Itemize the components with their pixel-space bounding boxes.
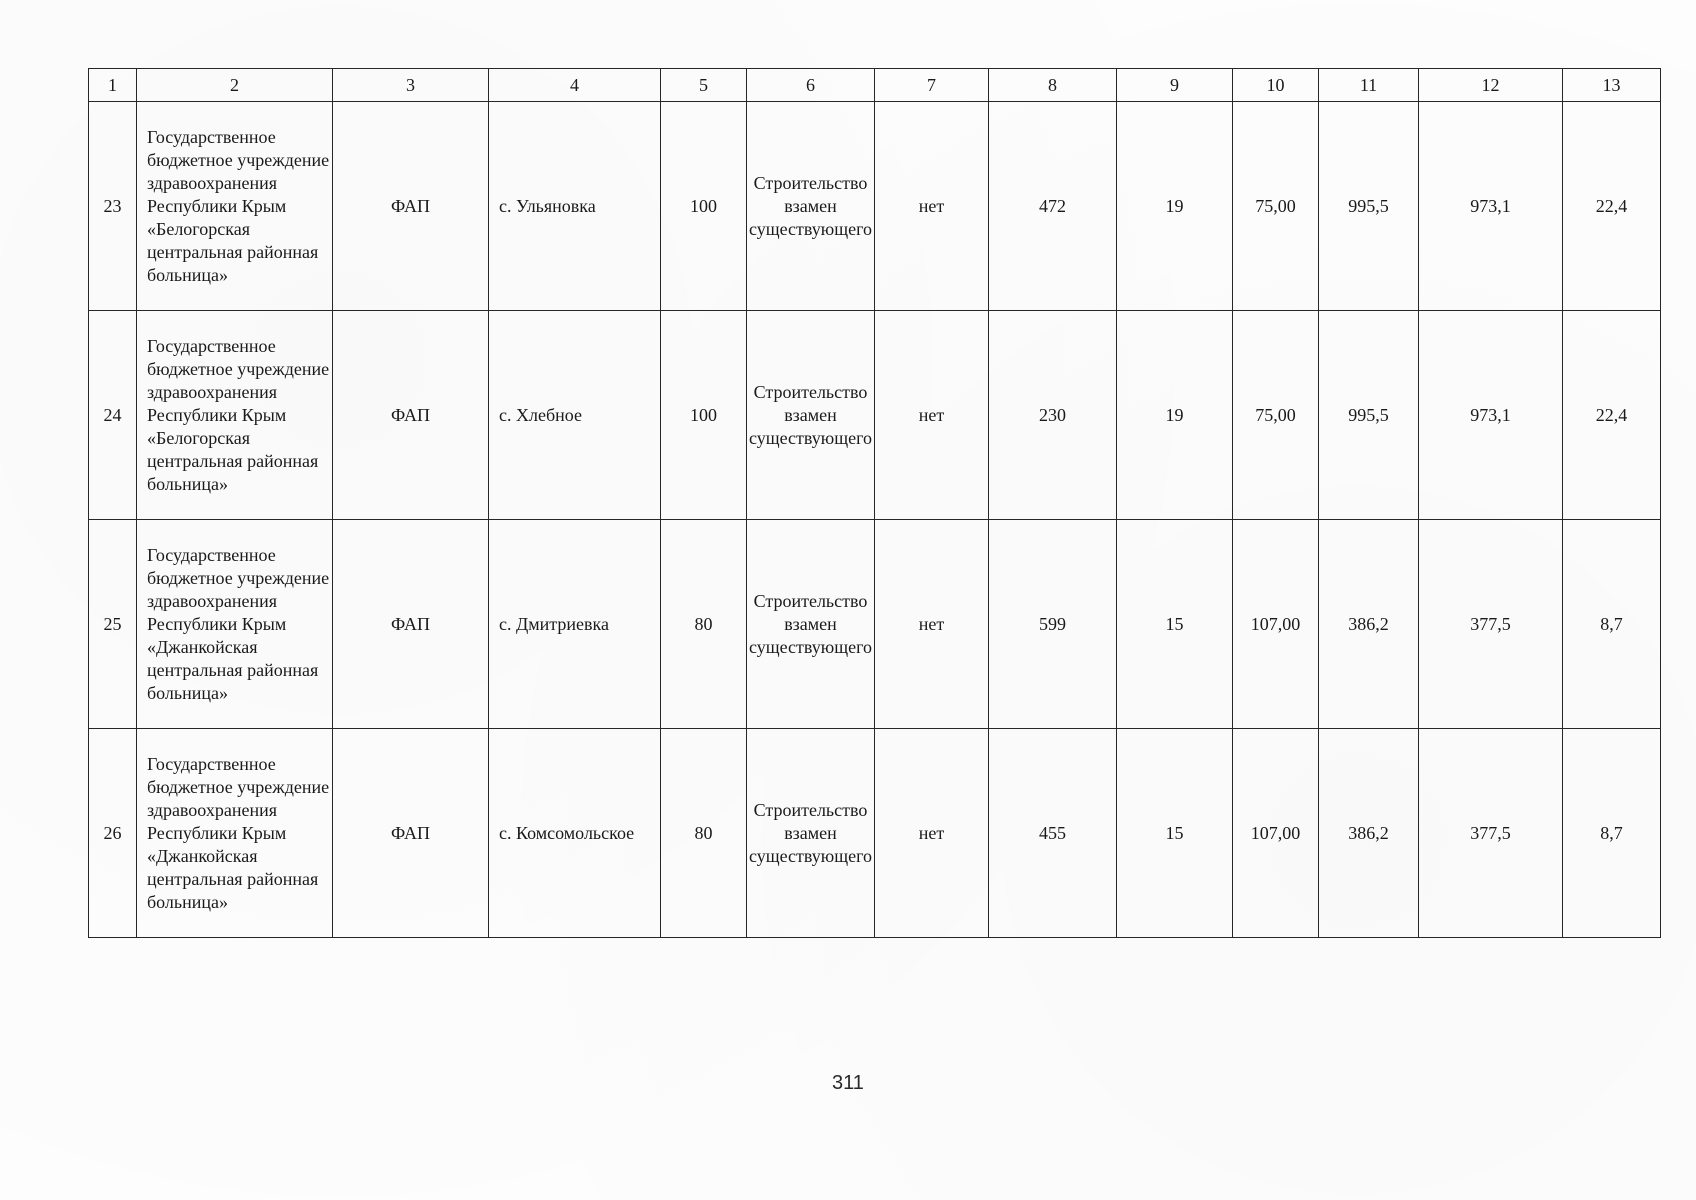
facility-type: ФАП — [333, 311, 489, 520]
cell-col8: 599 — [989, 520, 1117, 729]
action-description: Строительство взамен существующего — [747, 311, 875, 520]
cell-col9: 15 — [1117, 520, 1233, 729]
header-cell: 2 — [137, 69, 333, 102]
cell-col5: 100 — [661, 102, 747, 311]
cell-col7: нет — [875, 102, 989, 311]
action-description: Строительство взамен существующего — [747, 520, 875, 729]
facility-type: ФАП — [333, 520, 489, 729]
cell-col11: 386,2 — [1319, 729, 1419, 938]
table-row — [89, 520, 1661, 729]
header-cell: 9 — [1117, 69, 1233, 102]
table-row — [89, 729, 1661, 938]
header-cell: 1 — [89, 69, 137, 102]
cell-col8: 472 — [989, 102, 1117, 311]
row-number: 23 — [89, 102, 137, 311]
cell-col13: 22,4 — [1563, 311, 1661, 520]
cell-col9: 15 — [1117, 729, 1233, 938]
cell-col5: 100 — [661, 311, 747, 520]
header-cell: 6 — [747, 69, 875, 102]
table-row — [89, 102, 1661, 311]
header-cell: 8 — [989, 69, 1117, 102]
organization-name: Государственное бюджетное учреждение здравоохранения Республики Крым «Белогорская центральная районная больница» — [137, 102, 333, 311]
header-cell: 7 — [875, 69, 989, 102]
page-number: 311 — [832, 1072, 864, 1094]
cell-col12: 973,1 — [1419, 102, 1563, 311]
cell-col13: 8,7 — [1563, 729, 1661, 938]
cell-col9: 19 — [1117, 311, 1233, 520]
cell-col12: 377,5 — [1419, 729, 1563, 938]
action-description: Строительство взамен существующего — [747, 729, 875, 938]
table-header-row — [89, 69, 1661, 102]
cell-col5: 80 — [661, 729, 747, 938]
cell-col13: 8,7 — [1563, 520, 1661, 729]
cell-col10: 75,00 — [1233, 311, 1319, 520]
cell-col11: 386,2 — [1319, 520, 1419, 729]
header-cell: 11 — [1319, 69, 1419, 102]
cell-col5: 80 — [661, 520, 747, 729]
header-cell: 5 — [661, 69, 747, 102]
organization-name: Государственное бюджетное учреждение здравоохранения Республики Крым «Джанкойская центральная районная больница» — [137, 729, 333, 938]
cell-col10: 107,00 — [1233, 729, 1319, 938]
locality: с. Комсомольское — [489, 729, 661, 938]
cell-col13: 22,4 — [1563, 102, 1661, 311]
locality: с. Ульяновка — [489, 102, 661, 311]
cell-col8: 455 — [989, 729, 1117, 938]
header-cell: 3 — [333, 69, 489, 102]
row-number: 24 — [89, 311, 137, 520]
locality: с. Дмитриевка — [489, 520, 661, 729]
header-cell: 10 — [1233, 69, 1319, 102]
organization-name: Государственное бюджетное учреждение здравоохранения Республики Крым «Джанкойская центральная районная больница» — [137, 520, 333, 729]
cell-col9: 19 — [1117, 102, 1233, 311]
cell-col7: нет — [875, 311, 989, 520]
cell-col7: нет — [875, 520, 989, 729]
cell-col11: 995,5 — [1319, 102, 1419, 311]
cell-col8: 230 — [989, 311, 1117, 520]
facility-type: ФАП — [333, 729, 489, 938]
organization-name: Государственное бюджетное учреждение здравоохранения Республики Крым «Белогорская центральная районная больница» — [137, 311, 333, 520]
facility-type: ФАП — [333, 102, 489, 311]
table-row — [89, 311, 1661, 520]
row-number: 25 — [89, 520, 137, 729]
cell-col10: 107,00 — [1233, 520, 1319, 729]
cell-col7: нет — [875, 729, 989, 938]
cell-col10: 75,00 — [1233, 102, 1319, 311]
header-cell: 12 — [1419, 69, 1563, 102]
cell-col12: 973,1 — [1419, 311, 1563, 520]
row-number: 26 — [89, 729, 137, 938]
data-table — [88, 68, 1661, 938]
locality: с. Хлебное — [489, 311, 661, 520]
header-cell: 4 — [489, 69, 661, 102]
cell-col11: 995,5 — [1319, 311, 1419, 520]
cell-col12: 377,5 — [1419, 520, 1563, 729]
header-cell: 13 — [1563, 69, 1661, 102]
action-description: Строительство взамен существующего — [747, 102, 875, 311]
